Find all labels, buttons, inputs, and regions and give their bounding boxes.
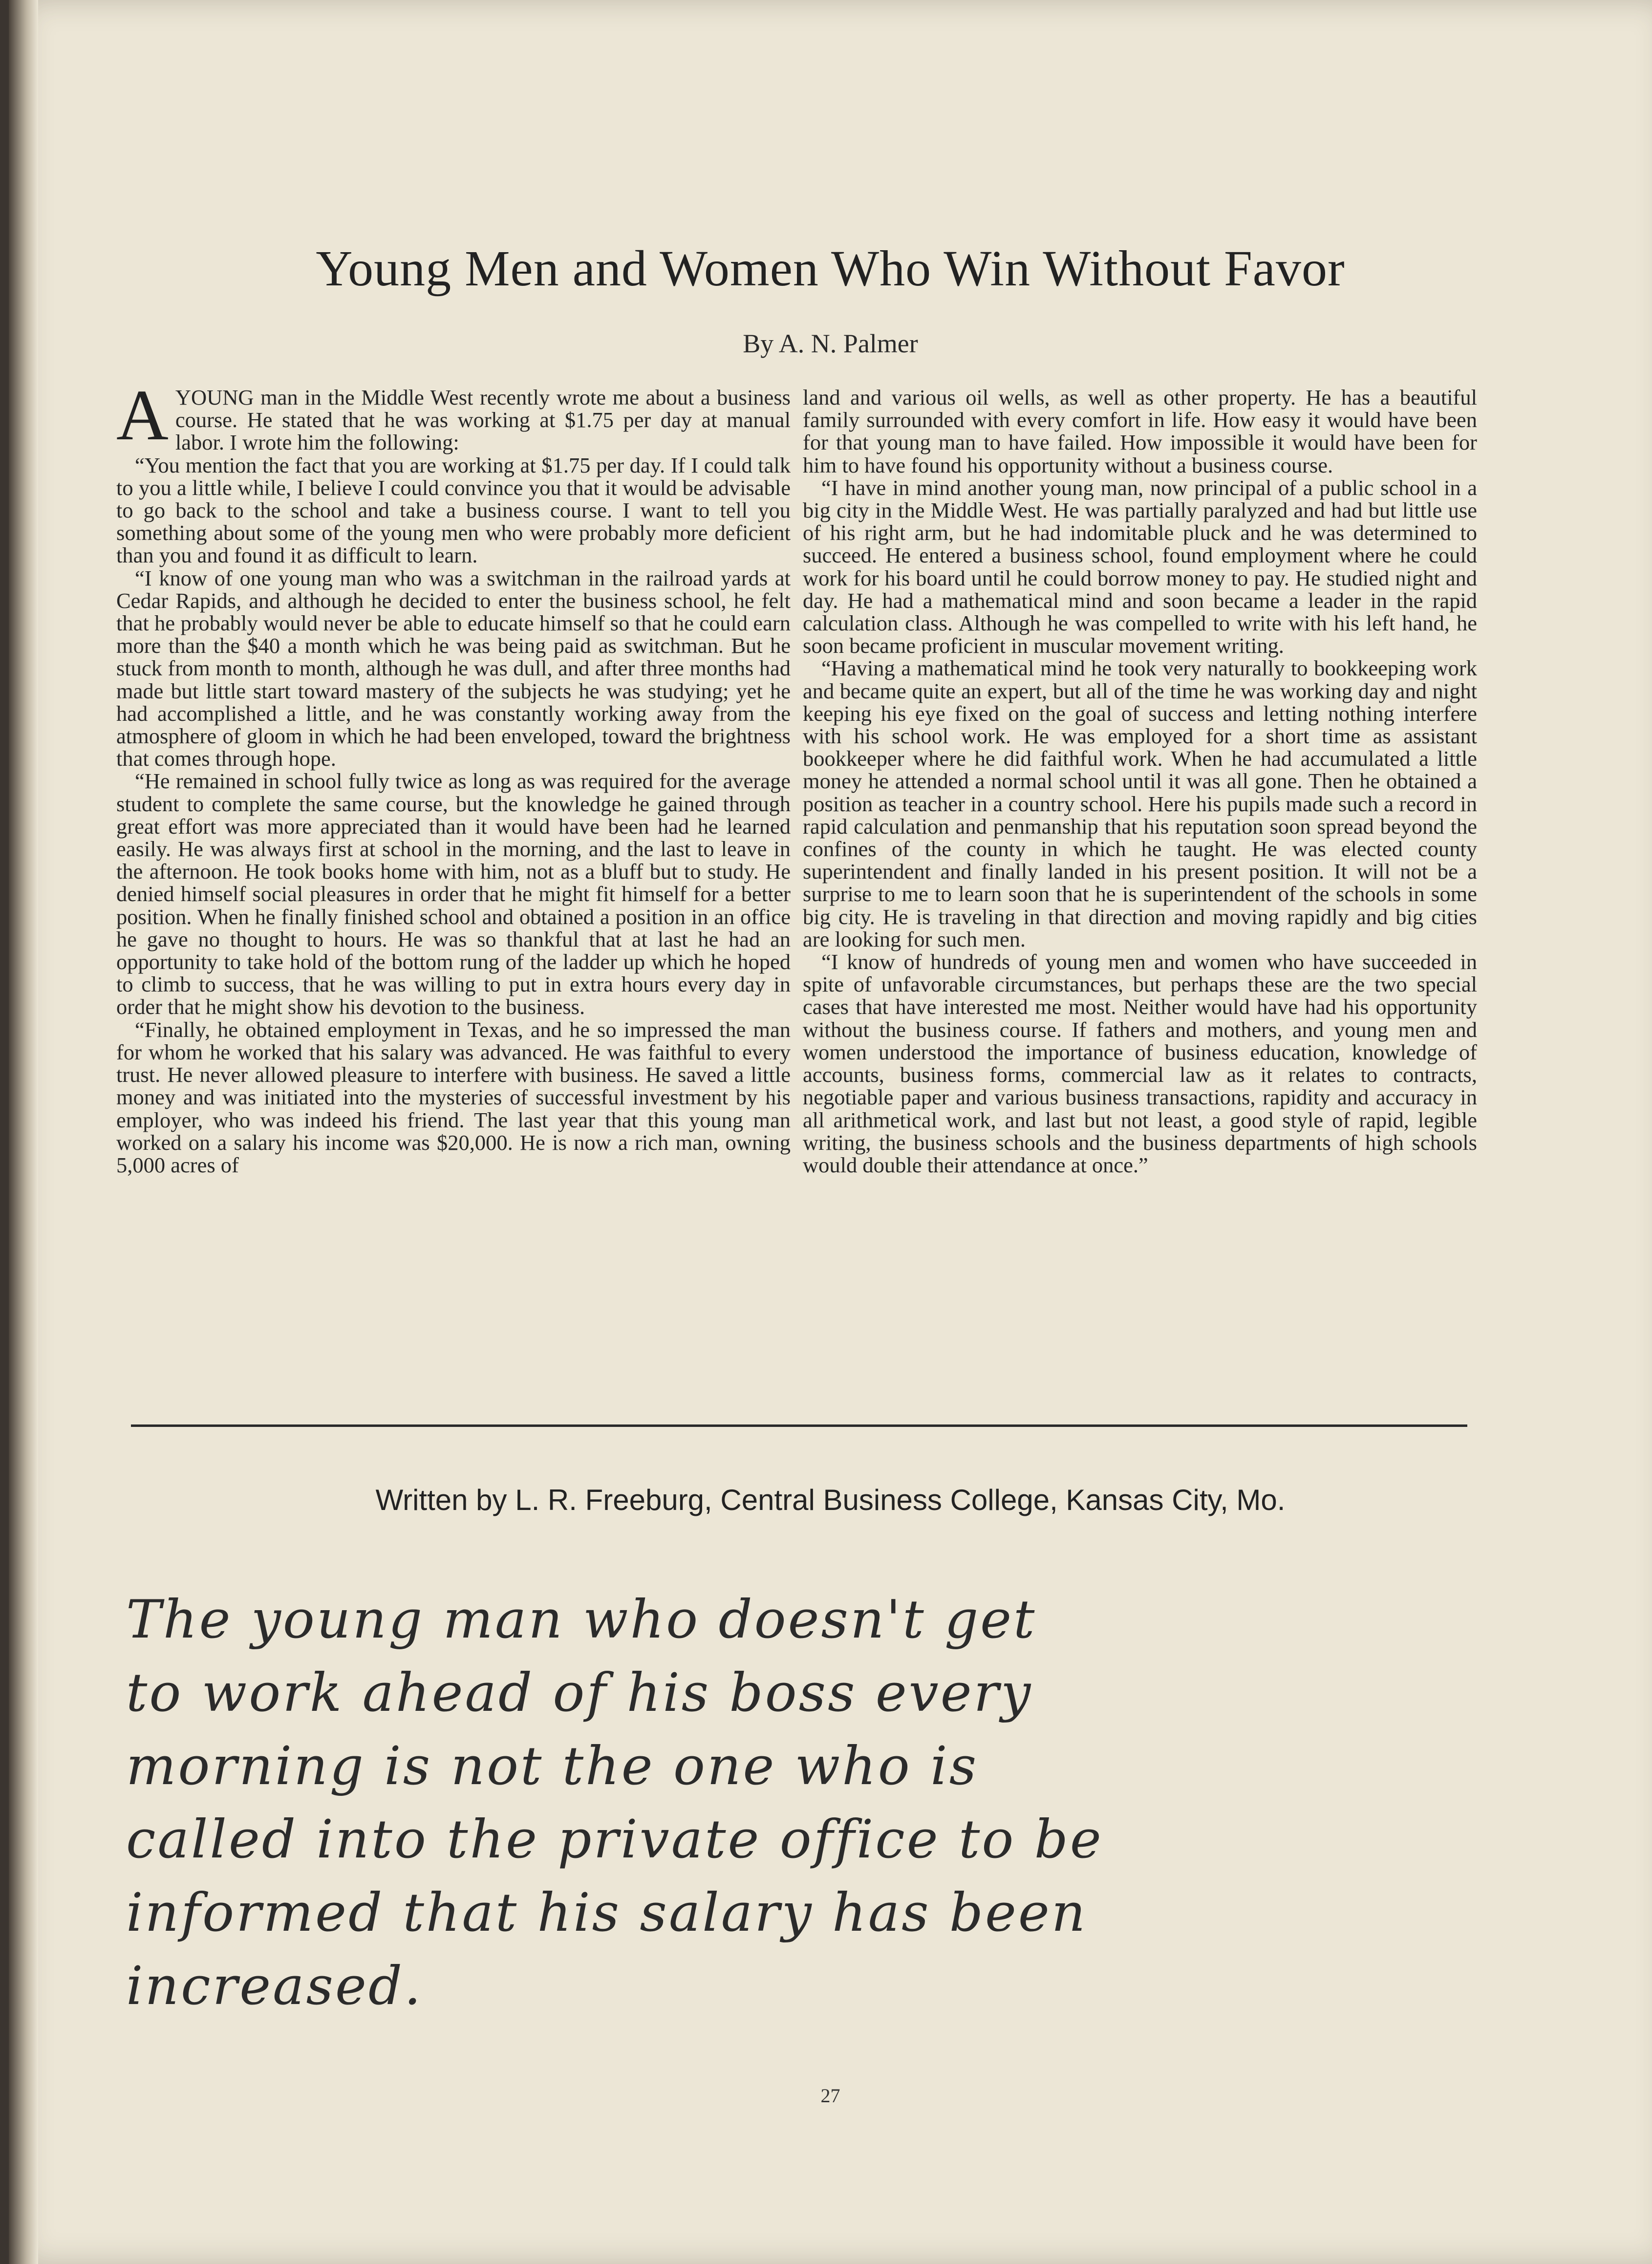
drop-cap: A: [116, 375, 169, 455]
page-number: 27: [820, 2085, 840, 2107]
article-byline: By A. N. Palmer: [743, 329, 918, 358]
article-title: Young Men and Women Who Win Without Favor: [316, 240, 1345, 297]
penmanship-heading: Written by L. R. Freeburg, Central Business College, Kansas City, Mo.: [375, 1484, 1286, 1516]
article-paragraph: “I have in mind another young man, now principal of a public school in a big city in the Middle West. He was partially paralyzed and had but little use of his right arm, but he had indomitable pluck and he was determined to succeed. He entered a business school, found employment where he could work for his board until he could borrow money to pay. He studied night and day. He had a mathematical mind and soon became a leader in the rapid calculation class. Although he was compelled to write with his left hand, he soon became proficient in muscular movement writing.: [803, 475, 1477, 658]
script-line: to work ahead of his boss every: [126, 1662, 1033, 1724]
script-line: called into the private office to be: [126, 1809, 1103, 1870]
article-paragraph: “I know of one young man who was a switchman in the railroad yards at Cedar Rapids, and although he decided to enter the business school, he felt that he probably would never be able to educate himself so that he could earn more than the $40 a month which he was being paid as switchman. But he stuck from month to month, although he was dull, and after three months had made but little start toward mastery of the subjects he was studying; yet he had accomplished a little, and he was constantly working away from the atmosphere of gloom in which he had been enveloped, toward the brightness that comes through hope.: [116, 565, 791, 771]
section-divider: [131, 1424, 1467, 1427]
article-paragraph: AYOUNG man in the Middle West recently wrote me about a business course. He stated that he was working at $1.75 per day at manual labor. I wrote him the following:: [116, 375, 791, 455]
article-paragraph: “Having a mathematical mind he took very naturally to bookkeeping work and became quite an expert, but all of the time he was working day and night keeping his eye fixed on the goal of success and letting nothing interfere with his school work. He was employed for a short time as assistant bookkeeper where he did faithful work. When he had accumulated a little money he attended a normal school until it was all gone. Then he obtained a position as teacher in a country school. Here his pupils made such a record in rapid calculation and penmanship that his reputation soon spread beyond the confines of the county in which he taught. He was elected county superintendent and finally landed in his present position. It will not be a surprise to me to learn soon that he is superintendent of the schools in some big city. He is traveling in that direction and moving rapidly and big cities are looking for such men.: [803, 656, 1477, 951]
article-paragraph: land and various oil wells, as well as other property. He has a beautiful family surrounded with every comfort in life. How easy it would have been for that young man to have failed. How impossible it would have been for him to have found his opportunity without a business course.: [803, 385, 1477, 477]
article-paragraph: “I know of hundreds of young men and women who have succeeded in spite of unfavorable circumstances, but perhaps these are the two special cases that have interested me most. Neither would have had his opportunity without the business course. If fathers and mothers, and young men and women understood the importance of business education, knowledge of accounts, business forms, commercial law as it relates to contracts, negotiable paper and various business transactions, rapidity and accuracy in all arithmetical work, and last but not least, a good style of rapid, legible writing, the business schools and the business departments of high schools would double their attendance at once.”: [803, 949, 1477, 1177]
article-paragraph: “He remained in school fully twice as long as was required for the average student to complete the same course, but the knowledge he gained through great effort was more appreciated than it would have been had he learned easily. He was always first at school in the morning, and the last to leave in the afternoon. He took books home with him, not as a bluff but to study. He denied himself social pleasures in order that he might fit himself for a better position. When he finally finished school and obtained a position in an office he gave no thought to hours. He was so thankful that at last he had an opportunity to take hold of the bottom rung of the ladder up which he hoped to climb to success, that he was willing to put in extra hours every day in order that he might show his devotion to the business.: [116, 769, 791, 1019]
penmanship-specimen: [126, 1583, 1494, 2023]
script-line: informed that his salary has been: [126, 1882, 1088, 1943]
script-line: morning is not the one who is: [126, 1736, 979, 1797]
article-column-left: [116, 375, 791, 1177]
script-line: increased.: [126, 1956, 423, 2017]
magazine-page: [9, 0, 1652, 2264]
article-paragraph: “You mention the fact that you are working at $1.75 per day. If I could talk to you a little while, I believe I could convince you that it would be advisable to go back to the school and take a business course. I want to tell you something about some of the young men who were probably more deficient than you and found it as difficult to learn.: [116, 453, 791, 568]
article-column-right: [803, 386, 1477, 1176]
article-paragraph: “Finally, he obtained employment in Texas, and he so impressed the man for whom he worked that his salary was advanced. He was faithful to every trust. He never allowed pleasure to interfere with business. He saved a little money and was initiated into the mysteries of successful investment by his employer, who was indeed his friend. The last year that this young man worked on a salary his income was $20,000. He is now a rich man, owning 5,000 acres of: [116, 1017, 791, 1177]
script-line: The young man who doesn't get: [126, 1589, 1037, 1650]
